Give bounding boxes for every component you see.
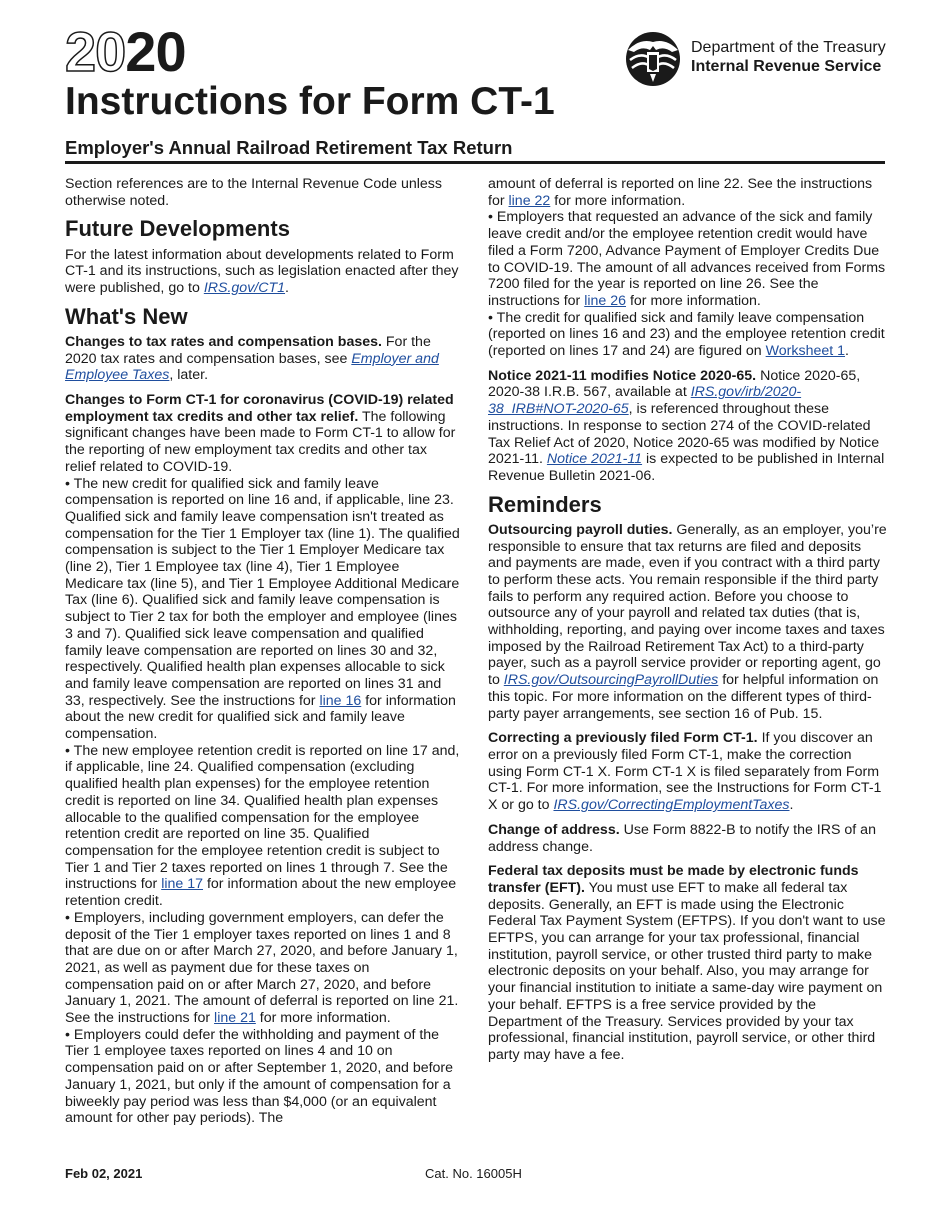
- heading-reminders: Reminders: [488, 491, 602, 517]
- link-irb-notice[interactable]: IRS.gov/irb/2020-38_IRB#NOT-2020-65: [488, 384, 802, 418]
- intro-paragraph: Section references are to the Internal Revenue Code unless otherwise noted.: [65, 176, 442, 209]
- footer-catalog-number: Cat. No. 16005H: [425, 1166, 522, 1181]
- future-paragraph: [65, 247, 460, 297]
- department-name: Department of the Treasury: [691, 39, 886, 56]
- bullet-icon: •: [65, 1026, 74, 1043]
- link-notice-2021-11[interactable]: Notice 2021-11: [546, 451, 643, 468]
- bullet-icon: •: [488, 309, 497, 326]
- covid-paragraph: [65, 392, 460, 476]
- rates-lead: Changes to tax rates and compensation bases.: [65, 333, 382, 350]
- address-text: Use Form 8822-B to notify the IRS of an address change.: [488, 821, 876, 855]
- future-text: For the latest information about developments related to Form CT-1 and its instructions, such as legislation enacted after they were published, go to: [65, 246, 459, 296]
- agency-name: [691, 38, 886, 76]
- footer-date: Feb 02, 2021: [65, 1166, 143, 1181]
- continued-paragraph: [488, 176, 888, 209]
- address-paragraph: [488, 822, 888, 855]
- cont-end: for more information.: [550, 192, 686, 209]
- correct-end: .: [789, 797, 794, 814]
- rates-paragraph: [65, 334, 460, 384]
- covid-lead: Changes to Form CT-1 for coronavirus (COVID-19) related employment tax credits and other tax relief.: [65, 392, 454, 425]
- year-solid-digits: 20: [125, 20, 186, 83]
- left-column: [65, 176, 460, 1127]
- page-subtitle: Employer's Annual Railroad Retirement Tax Return: [65, 137, 513, 158]
- heading-future-developments: Future Developments: [65, 216, 290, 242]
- bullet-employer-deferral: [65, 910, 460, 1027]
- b5-text: Employers that requested an advance of the sick and family leave credit and/or the employee retention credit would have filed a Form 7200, Advance Payment of Employer Credits Due to COVID-19. The amount of all advances received from Forms 7200 filed for the year is reported on line 26. See the instructions for: [488, 209, 886, 309]
- eft-paragraph: [488, 863, 888, 1063]
- link-line-26[interactable]: line 26: [584, 292, 627, 309]
- link-worksheet-1[interactable]: Worksheet 1: [765, 343, 846, 360]
- link-irs-ct1[interactable]: IRS.gov/CT1: [203, 280, 286, 296]
- correct-lead: Correcting a previously filed Form CT-1.: [488, 730, 758, 747]
- bullet-employee-deferral: [65, 1027, 460, 1127]
- bullet-worksheet: [488, 310, 888, 360]
- year-outline-digits: 20: [65, 20, 126, 83]
- heading-whats-new: What's New: [65, 303, 188, 329]
- irs-eagle-logo-icon: [620, 30, 686, 88]
- irs-name: Internal Revenue Service: [691, 58, 882, 75]
- outsource-text: Generally, as an employer, you’re responsible to ensure that tax returns are filed and deposits and payments are made, even if you contract with a third party to perform these acts. You remain responsible if the third party fails to perform any required action. Before you choose to outsource any of your payroll and related tax duties (that is, withholding, reporting, and paying over income taxes and taxes imposed by the Railroad Retirement Tax Act) to a third-party payer, such as a payroll service provider or reporting agent, go to: [488, 521, 887, 689]
- cont-text: amount of deferral is reported on line 22. See the instructions for: [488, 176, 873, 209]
- right-column: [488, 176, 888, 1072]
- b1-end: for information about the new credit for qualified sick and family leave compensation.: [65, 692, 456, 743]
- b2-text: The new employee retention credit is reported on line 17 and, if applicable, line 24. Qualified compensation (excluding qualified health plan expenses) for the employee retention credit is reported on line 34. Qualified health plan expenses allocable to the qualified compensation for the employee retention credit are reported on line 35. Qualified compensation for the employee retention credit is subject to Tier 1 and Tier 2 taxes reported on lines 1 through 7. See the instructions for: [65, 742, 460, 893]
- bullet-form-7200: [488, 209, 888, 309]
- notice-lead: Notice 2021-11 modifies Notice 2020-65.: [488, 367, 757, 384]
- b3-text: Employers, including government employers, can defer the deposit of the Tier 1 employer taxes reported on lines 1 and 8 that are due on or after March 27, 2020, and before January 1, 2021, as well as payment due for these taxes on compensation paid on or after March 27, 2020, and before January 1, 2021. The amount of deferral is reported on line 21. See the instructions for: [65, 909, 459, 1027]
- notice-paragraph: [488, 368, 888, 485]
- correct-text: If you discover an error on a previously filed Form CT-1, make the correction using Form CT-1 X. Form CT-1 X is filed separately from Form CT-1. For more information, see the Instructions for Form CT-1 X or go to: [488, 730, 882, 814]
- future-end: .: [285, 280, 289, 296]
- b4-text: Employers could defer the withholding and payment of the Tier 1 employee taxes reported on lines 4 and 10 on compensation paid on or after September 1, 2020, and before January 1, 2021, but only if the amount of compensation for a biweekly pay period was less than $4,000 (or an equivalent amount for other pay periods). The: [65, 1026, 454, 1127]
- link-correcting-employment-taxes[interactable]: IRS.gov/CorrectingEmploymentTaxes: [553, 797, 790, 814]
- link-outsourcing-payroll[interactable]: IRS.gov/OutsourcingPayrollDuties: [503, 672, 719, 689]
- outsourcing-paragraph: [488, 522, 888, 722]
- outsource-end: for helpful information on this topic. For more information on the different types of third-party payer arrangements, see section 16 of Pub. 15.: [488, 672, 879, 722]
- link-line-21[interactable]: line 21: [214, 1010, 256, 1027]
- bullet-icon: •: [65, 742, 74, 759]
- notice-end: is expected to be published in Internal Revenue Bulletin 2021-06.: [488, 451, 885, 484]
- bullet-icon: •: [488, 209, 497, 226]
- eft-text: You must use EFT to make all federal tax deposits. Generally, an EFT is made using the Electronic Federal Tax Payment System (EFTPS). If you don't want to use EFTPS, you can arrange for your tax professional, financial institution, payroll service, or other trusted third party to make electronic deposits on your behalf. Also, you may arrange for your financial institution to initiate a same-day wire payment on your behalf. EFTPS is a free service provided by the Department of the Treasury. Services provided by your tax professional, financial institution, payroll service, or other third party may have a fee.: [488, 879, 886, 1063]
- link-line-16[interactable]: line 16: [319, 692, 362, 709]
- link-line-22[interactable]: line 22: [508, 192, 551, 209]
- notice-text: Notice 2020-65, 2020-38 I.R.B. 567, available at: [488, 367, 861, 401]
- correcting-paragraph: [488, 730, 888, 814]
- link-line-17[interactable]: line 17: [161, 876, 204, 893]
- b2-end: for information about the new employee retention credit.: [65, 876, 457, 910]
- b3-end: for more information.: [255, 1010, 391, 1027]
- notice-mid: , is referenced throughout these instructions. In response to section 274 of the COVID-related Tax Relief Act of 2020, Notice 2020-65 was modified by Notice 2021-11.: [488, 401, 880, 468]
- form-year: [65, 20, 186, 83]
- b5-end: for more information.: [626, 292, 761, 309]
- eft-lead: Federal tax deposits must be made by electronic funds transfer (EFT).: [488, 863, 859, 896]
- rates-end: , later.: [169, 367, 209, 384]
- b6-end: .: [845, 343, 849, 360]
- address-lead: Change of address.: [488, 821, 620, 838]
- page-title: Instructions for Form CT-1: [65, 80, 555, 123]
- bullet-retention-credit: [65, 743, 460, 910]
- rates-text: For the 2020 tax rates and compensation bases, see: [65, 333, 431, 367]
- bullet-icon: •: [65, 909, 74, 926]
- outsource-lead: Outsourcing payroll duties.: [488, 521, 673, 538]
- header-rule: [65, 161, 885, 164]
- link-employer-employee-taxes[interactable]: Employer and Employee Taxes: [65, 350, 439, 384]
- b6-text: The credit for qualified sick and family leave compensation (reported on lines 16 and 23) and the employee retention credit (reported on lines 17 and 24) are figured on: [488, 309, 885, 360]
- covid-text: The following significant changes have been made to Form CT-1 to allow for the reporting of new employment tax credits and other tax relief related to COVID-19.: [65, 408, 456, 475]
- bullet-sick-leave-credit: [65, 476, 460, 743]
- b1-text: The new credit for qualified sick and family leave compensation is reported on line 16 and, if applicable, line 23. Qualified sick and family leave compensation isn't treated as compensation for the Tier 1 Employer tax (line 1). The qualified compensation is subject to the Tier 1 Employer Medicare tax (line 2), Tier 1 Employee tax (line 4), Tier 1 Employee Medicare tax (line 5), and Tier 1 Employee Additional Medicare Tax (line 6). Qualified sick and family leave compensation is subject to Tier 2 tax for both the employer and employee (lines 3 and 7). Qualified sick leave compensation and qualified family leave compensation are reported on lines 30 and 32, respectively. Qualified health plan expenses allocable to sick and family leave compensation are reported on lines 31 and 33, respectively. See the instructions for: [65, 475, 460, 709]
- bullet-icon: •: [65, 475, 74, 492]
